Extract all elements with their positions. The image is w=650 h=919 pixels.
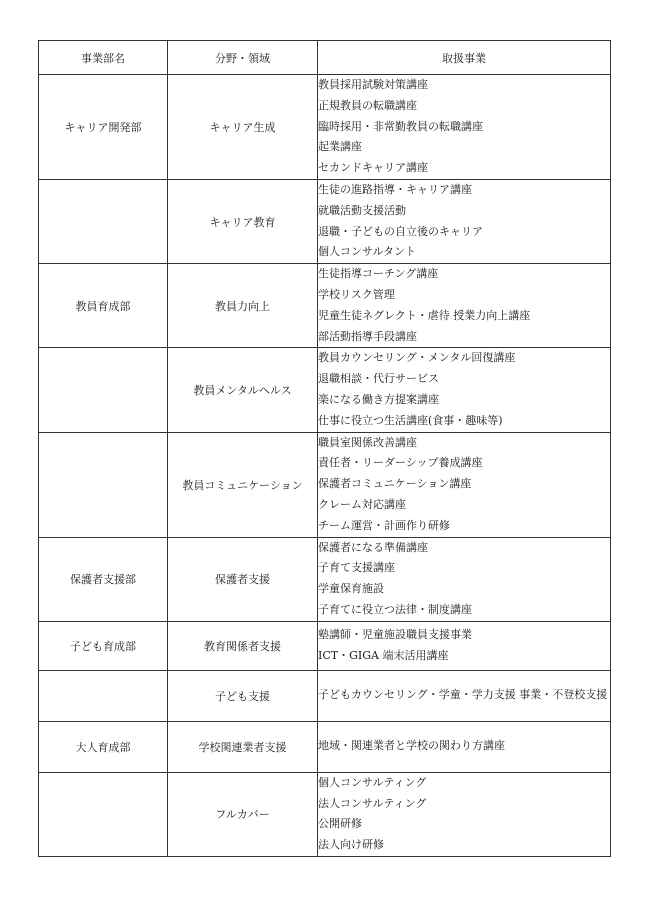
field-cell: フルカバー [168,772,318,856]
business-item: 塾講師・児童施設職員支援事業 [318,627,472,641]
header-row [39,41,611,75]
business-item: セカンドキャリア講座 [318,161,428,175]
business-item: 個人コンサルティング [318,775,427,789]
business-item: 生徒の進路指導・キャリア講座 [318,182,472,196]
business-item: 生徒指導コーチング講座 [318,267,439,281]
table-row [39,264,611,348]
business-item: 臨時採用・非常勤教員の転職講座 [318,119,483,133]
business-item: 楽になる働き方提案講座 [318,392,439,406]
field-cell: 教員コミュニケーション [168,432,318,537]
business-item: 部活動指導手段講座 [318,329,417,343]
business-item: 保護者になる準備講座 [318,540,428,554]
business-item: 学校リスク管理 [318,287,395,301]
business-item: 個人コンサルタント [318,245,417,259]
business-item: 子育て支援講座 [318,561,395,575]
business-cell [318,432,611,537]
table-row [39,621,611,670]
business-cell [318,179,611,263]
header-field: 分野・領域 [168,41,318,75]
business-item: 教員カウンセリング・メンタル回復講座 [318,351,516,365]
business-item: 教員採用試験対策講座 [318,78,428,91]
business-item: チーム運営・計画作り研修 [318,518,450,532]
header-business: 取扱事業 [318,41,611,75]
table-row [39,75,611,180]
business-item: 子どもカウンセリング・学童・学力支援 事業・不登校支援 [318,688,608,702]
business-item: 地域・関連業者と学校の関わり方講座 [318,739,505,753]
business-item: 起業講座 [318,140,362,154]
business-item: 職員室関係改善講座 [318,435,417,449]
department-cell [39,179,168,263]
field-cell: キャリア教育 [168,179,318,263]
business-cell [318,621,611,670]
business-cell [318,75,611,180]
business-item: 学童保育施設 [318,582,384,596]
business-item: ICT・GIGA 端末活用講座 [318,648,449,662]
table-row [39,432,611,537]
business-cell [318,772,611,856]
business-item: 正規教員の転職講座 [318,98,417,112]
table-row [39,721,611,772]
field-cell: 教員力向上 [168,264,318,348]
department-cell: 教員育成部 [39,264,168,348]
business-cell [318,264,611,348]
table-row [39,670,611,721]
field-cell: 学校関連業者支援 [168,721,318,772]
table-row [39,179,611,263]
header-department: 事業部名 [39,41,168,75]
department-cell: キャリア開発部 [39,75,168,180]
table-row [39,348,611,432]
field-cell: キャリア生成 [168,75,318,180]
business-cell [318,348,611,432]
table-row [39,537,611,621]
business-item: 児童生徒ネグレクト・虐待 授業力向上講座 [318,308,531,322]
business-cell [318,537,611,621]
business-table [38,40,611,857]
business-item: 公開研修 [318,817,362,831]
business-cell [318,721,611,772]
business-item: クレーム対応講座 [318,497,406,511]
business-item: 責任者・リーダーシップ養成講座 [318,456,483,470]
business-item: 就職活動支援活動 [318,203,406,217]
business-item: 子育てに役立つ法律・制度講座 [318,602,472,616]
department-cell: 大人育成部 [39,721,168,772]
business-item: 保護者コミュニケーション講座 [318,477,472,491]
business-item: 法人コンサルティング [318,796,427,810]
department-cell [39,432,168,537]
business-item: 退職相談・代行サービス [318,372,439,386]
department-cell: 子ども育成部 [39,621,168,670]
business-item: 退職・子どもの自立後のキャリア [318,224,483,238]
business-item: 法人向け研修 [318,838,384,852]
department-cell [39,772,168,856]
field-cell: 保護者支援 [168,537,318,621]
table-row [39,772,611,856]
field-cell: 教育関係者支援 [168,621,318,670]
field-cell: 子ども支援 [168,670,318,721]
business-cell [318,670,611,721]
business-item: 仕事に役立つ生活講座(食事・趣味等) [318,413,503,427]
department-cell [39,348,168,432]
department-cell: 保護者支援部 [39,537,168,621]
field-cell: 教員メンタルヘルス [168,348,318,432]
department-cell [39,670,168,721]
